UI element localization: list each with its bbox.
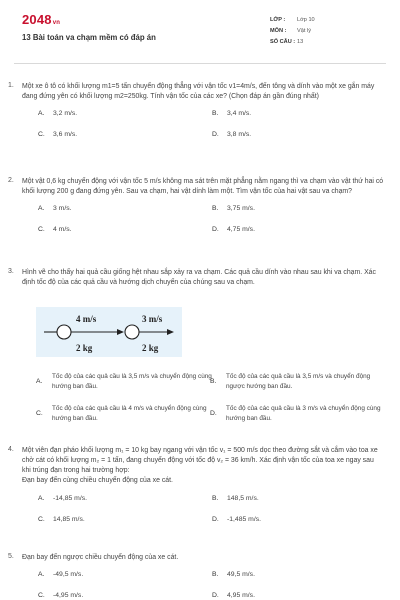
option-b[interactable]: B. 49,5 m/s. (212, 571, 255, 578)
velocity-label-2: 3 m/s (142, 314, 163, 324)
option-b[interactable]: B. 3,4 m/s. (212, 110, 252, 117)
option-d[interactable]: D. 4,95 m/s. (212, 592, 255, 599)
option-a[interactable]: A. 3,2 m/s. (38, 110, 78, 117)
option-d[interactable]: D. 4,75 m/s. (212, 226, 255, 233)
meta-row-class (270, 14, 390, 25)
question-text: Hình vẽ cho thấy hai quả cầu giống hệt nhau sắp xảy ra va chạm. Các quả cầu dính vào nhau sau khi va chạm. Xác định tốc độ của các quả cầu và hướng dịch chuyển của chúng sau va chạm. (22, 269, 376, 286)
option-d[interactable]: D. Tốc độ của các quả cầu là 3 m/s và chuyển động cùng hướng ban đầu. (210, 405, 381, 422)
option-c[interactable]: C. 14,85 m/s. (38, 516, 85, 523)
meta-key: SỐ CÂU : (270, 38, 296, 45)
question-1 (8, 82, 384, 150)
question-text: Một vật 0,6 kg chuyển động với vận tốc 5 m/s không ma sát trên mặt phẳng nằm ngang thì va chạm vào vật thứ hai có khối lượng 200 g đang đứng yên. Sau va chạm, hai vật dính làm một. Tìm vận tốc của hai vật sau va chạm? (22, 178, 384, 195)
question-text: Một xe ô tô có khối lượng m1=5 tấn chuyển động thẳng với vận tốc v1=4m/s, đến tông và dính vào một xe gắn máy đang đứng yên có khối lượng m2=250kg. Tính vận tốc của các xe? (Chọn đáp án gần đúng nhất) (22, 83, 375, 100)
option-b[interactable]: B. 148,5 m/s. (212, 495, 259, 502)
meta-value: 13 (297, 38, 304, 45)
meta-value: Vật lý (297, 27, 311, 34)
question-number: 4. (8, 446, 14, 453)
velocity-label-1: 4 m/s (76, 314, 97, 324)
mass-label-2: 2 kg (142, 343, 159, 353)
arrowhead-1 (117, 329, 124, 335)
mass-label-1: 2 kg (76, 343, 93, 353)
option-c[interactable]: C. Tốc độ của các quả cầu là 4 m/s và chuyển động cùng hướng ban đầu. (36, 405, 207, 422)
option-c[interactable]: C. 3,6 m/s. (38, 131, 78, 138)
answer-options (22, 571, 384, 600)
meta-value: Lớp 10 (297, 16, 315, 23)
question-number: 5. (8, 553, 14, 560)
option-a[interactable]: A. -14,85 m/s. (38, 495, 87, 502)
option-a[interactable]: A. 3 m/s. (38, 205, 72, 212)
document-title: 13 Bài toán va chạm mềm có đáp án (22, 33, 156, 42)
meta-row-subject (270, 25, 390, 36)
answer-options (22, 205, 384, 245)
option-d[interactable]: D. 3,8 m/s. (212, 131, 252, 138)
meta-key: LỚP : (270, 16, 286, 23)
option-a[interactable]: A. -49,5 m/s. (38, 571, 84, 578)
answer-options (22, 110, 384, 150)
option-b[interactable]: B. 3,75 m/s. (212, 205, 255, 212)
question-subtext: Đạn bay đến cùng chiều chuyển động của xe cát. (22, 477, 173, 484)
question-text: Đạn bay đến ngược chiều chuyển động của xe cát. (22, 554, 179, 561)
option-b[interactable]: B. Tốc độ của các quả cầu là 3,5 m/s và chuyển động ngược hướng ban đầu. (210, 373, 371, 390)
option-d[interactable]: D. -1,485 m/s. (212, 516, 261, 523)
arrowhead-2 (167, 329, 174, 335)
logo-text: 2048 (22, 12, 52, 27)
option-c[interactable]: C. -4,95 m/s. (38, 592, 84, 599)
question-2 (8, 177, 384, 245)
collision-figure (36, 307, 182, 357)
document-meta (270, 14, 390, 47)
question-5 (8, 553, 384, 600)
question-3 (8, 268, 384, 288)
option-c[interactable]: C. 4 m/s. (38, 226, 72, 233)
ball-1 (57, 325, 71, 339)
collision-diagram (36, 307, 182, 357)
site-logo[interactable] (22, 12, 60, 27)
question-4 (8, 446, 384, 535)
question-text: Một viên đạn pháo khối lượng m₁ = 10 kg bay ngang với vận tốc v₁ = 500 m/s dọc theo đường sắt và cắm vào toa xe chở cát có khối lượng m₂ = 1 tấn, đang chuyển động với tốc độ v₂ = 36 km/h. Xác định vận tốc của toa xe ngay sau khi trúng đạn trong hai trường hợp: (22, 447, 378, 474)
meta-key: MÔN : (270, 27, 287, 34)
question-number: 1. (8, 82, 14, 89)
question-number: 2. (8, 177, 14, 184)
question-number: 3. (8, 268, 14, 275)
option-a[interactable]: A. Tốc độ của các quả cầu là 3,5 m/s và chuyển động cùng hướng ban đầu. (36, 373, 212, 390)
logo-suffix: vn (52, 20, 61, 26)
answer-options (22, 495, 384, 535)
document-header (14, 0, 386, 64)
ball-2 (125, 325, 139, 339)
meta-row-count (270, 36, 390, 47)
